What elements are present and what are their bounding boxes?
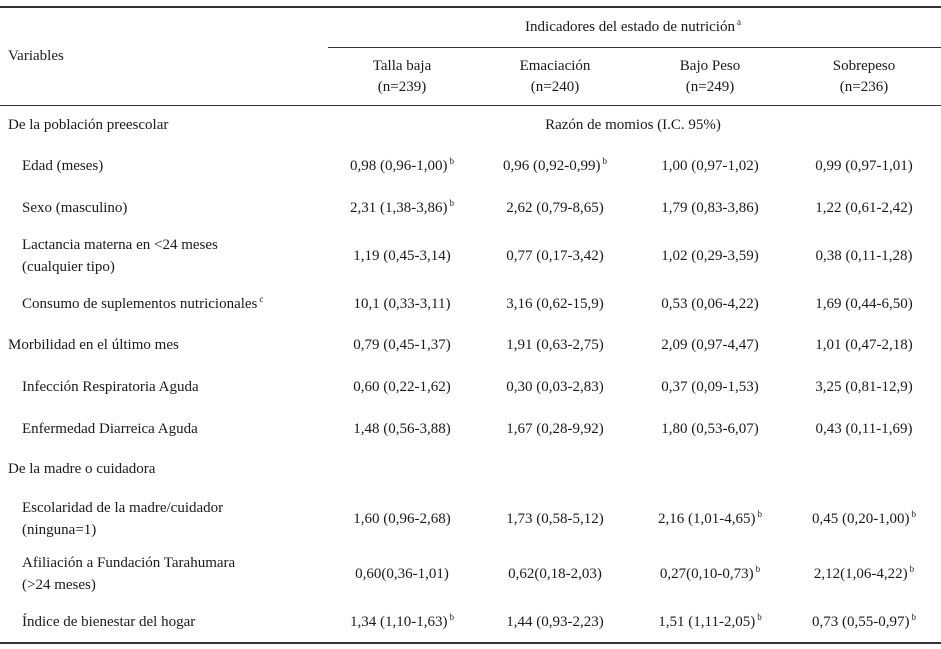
value-cell — [506, 197, 604, 219]
value-text: 2,62 (0,79-8,65) — [506, 200, 604, 216]
value-text: 0,99 (0,97-1,01) — [815, 158, 913, 174]
value-text: 1,44 (0,93-2,23) — [506, 614, 604, 630]
row-label — [8, 334, 179, 356]
row-label — [22, 611, 195, 633]
section-label-preescolar: De la población preescolar — [8, 117, 169, 133]
value-text: 0,79 (0,45-1,37) — [353, 337, 451, 353]
value-cell — [816, 418, 913, 440]
value-cell — [660, 563, 760, 585]
value-text: 0,96 (0,92-0,99) — [503, 158, 601, 174]
value-cell — [815, 293, 913, 315]
value-cell — [353, 245, 451, 267]
value-text: 0,53 (0,06-4,22) — [661, 296, 759, 312]
significance-sup: b — [449, 198, 454, 208]
value-cell — [815, 155, 913, 177]
value-cell — [355, 563, 449, 585]
value-cell — [661, 155, 759, 177]
value-text: 2,16 (1,01-4,65) — [658, 511, 756, 527]
value-text: 0,37 (0,09-1,53) — [661, 379, 759, 395]
row-label-text: Consumo de suplementos nutricionales — [22, 296, 258, 312]
value-text: 1,69 (0,44-6,50) — [815, 296, 913, 312]
row-label-line2: (ninguna=1) — [22, 522, 97, 538]
row-label-text: Índice de bienestar del hogar — [22, 614, 196, 630]
value-text: 1,34 (1,10-1,63) — [350, 614, 448, 630]
row-label-line1: Afiliación a Fundación Tarahumara — [22, 555, 236, 571]
row-label-line2: (cualquier tipo) — [22, 259, 115, 275]
header-group-title — [525, 16, 741, 38]
value-text: 0,27(0,10-0,73) — [659, 566, 754, 582]
value-text: 0,77 (0,17-3,42) — [506, 248, 604, 264]
value-text: 0,62(0,18-2,03) — [508, 566, 602, 582]
row-label-text: Enfermedad Diarreica Aguda — [22, 421, 198, 437]
value-text: 3,16 (0,62-15,9) — [506, 296, 604, 312]
column-header-n: (n=236) — [839, 79, 889, 95]
value-text: 1,79 (0,83-3,86) — [661, 200, 759, 216]
significance-sup: b — [449, 612, 454, 622]
value-cell — [506, 376, 604, 398]
value-cell — [661, 334, 759, 356]
value-cell — [816, 245, 913, 267]
row-label-line2: (>24 meses) — [22, 577, 96, 593]
value-text: 0,30 (0,03-2,83) — [506, 379, 604, 395]
value-cell — [353, 418, 451, 440]
row-label-text: Sexo (masculino) — [22, 200, 128, 216]
value-text: 0,60 (0,22-1,62) — [353, 379, 451, 395]
row-label-text: Morbilidad en el último mes — [8, 337, 179, 353]
significance-sup: b — [602, 156, 607, 166]
value-cell — [508, 563, 602, 585]
row-label — [22, 418, 198, 440]
group-rule — [328, 47, 941, 48]
value-text: 1,67 (0,28-9,92) — [506, 421, 604, 437]
value-cell — [661, 376, 759, 398]
section-note-odds-ratio: Razón de momios (I.C. 95%) — [545, 117, 721, 133]
value-cell — [812, 508, 916, 530]
column-header-name: Sobrepeso — [832, 58, 896, 74]
value-text: 0,43 (0,11-1,69) — [815, 421, 913, 437]
header-bottom-rule — [0, 105, 941, 106]
value-cell — [506, 245, 604, 267]
value-cell — [503, 155, 607, 177]
row-label — [22, 376, 199, 398]
value-text: 1,91 (0,63-2,75) — [506, 337, 604, 353]
value-cell — [350, 197, 454, 219]
column-header-name: Bajo Peso — [679, 58, 741, 74]
value-cell — [353, 508, 451, 530]
value-cell — [658, 611, 761, 633]
value-cell — [506, 418, 604, 440]
value-cell — [815, 376, 913, 398]
value-cell — [350, 155, 454, 177]
bottom-rule — [0, 642, 941, 644]
value-cell — [353, 376, 451, 398]
value-text: 1,02 (0,29-3,59) — [661, 248, 759, 264]
header-variables: Variables — [8, 48, 64, 64]
significance-sup: b — [757, 612, 762, 622]
value-cell — [506, 508, 604, 530]
value-text: 1,22 (0,61-2,42) — [815, 200, 913, 216]
value-text: 0,73 (0,55-0,97) — [812, 614, 910, 630]
column-header-n: (n=239) — [377, 79, 427, 95]
value-text: 0,60(0,36-1,01) — [355, 566, 449, 582]
row-label — [22, 197, 127, 219]
value-cell — [658, 508, 762, 530]
value-cell — [354, 293, 451, 315]
value-text: 1,60 (0,96-2,68) — [353, 511, 451, 527]
value-text: 1,73 (0,58-5,12) — [506, 511, 604, 527]
value-cell — [506, 293, 604, 315]
value-cell — [353, 334, 451, 356]
row-label-text: Edad (meses) — [22, 158, 104, 174]
value-cell — [506, 611, 604, 633]
value-cell — [815, 197, 913, 219]
value-cell — [814, 563, 914, 585]
value-cell — [812, 611, 916, 633]
significance-sup: b — [911, 612, 916, 622]
value-text: 1,80 (0,53-6,07) — [661, 421, 759, 437]
significance-sup: b — [911, 509, 916, 519]
row-label — [22, 155, 103, 177]
value-text: 1,00 (0,97-1,02) — [661, 158, 759, 174]
column-header-n: (n=240) — [530, 79, 580, 95]
significance-sup: b — [755, 564, 761, 574]
row-label-line1: Lactancia materna en <24 meses — [22, 237, 218, 253]
value-cell — [661, 245, 759, 267]
value-text: 1,51 (1,11-2,05) — [658, 614, 756, 630]
significance-sup: b — [909, 564, 915, 574]
value-text: 1,01 (0,47-2,18) — [815, 337, 913, 353]
section-label-madre: De la madre o cuidadora — [8, 461, 156, 477]
group-title-text: Indicadores del estado de nutrición — [525, 19, 735, 35]
value-cell — [506, 334, 604, 356]
column-header-n: (n=249) — [685, 79, 735, 95]
value-text: 3,25 (0,81-12,9) — [815, 379, 913, 395]
value-cell — [350, 611, 454, 633]
row-label-sup: c — [259, 294, 264, 304]
row-label-line1: Escolaridad de la madre/cuidador — [22, 500, 224, 516]
value-text: 10,1 (0,33-3,11) — [353, 296, 451, 312]
top-rule — [0, 6, 941, 8]
value-text: 1,48 (0,56-3,88) — [353, 421, 451, 437]
column-header-name: Emaciación — [519, 58, 591, 74]
row-label — [22, 293, 263, 315]
column-header-name: Talla baja — [372, 58, 432, 74]
significance-sup: b — [449, 156, 454, 166]
value-text: 0,98 (0,96-1,00) — [350, 158, 448, 174]
value-cell — [661, 293, 759, 315]
group-title-sup: a — [736, 17, 741, 27]
value-text: 0,45 (0,20-1,00) — [812, 511, 910, 527]
significance-sup: b — [757, 509, 762, 519]
value-text: 2,09 (0,97-4,47) — [661, 337, 759, 353]
value-text: 1,19 (0,45-3,14) — [353, 248, 451, 264]
value-cell — [815, 334, 913, 356]
value-cell — [661, 418, 759, 440]
value-text: 0,38 (0,11-1,28) — [815, 248, 913, 264]
value-cell — [661, 197, 759, 219]
value-text: 2,31 (1,38-3,86) — [350, 200, 448, 216]
value-text: 2,12(1,06-4,22) — [813, 566, 908, 582]
row-label-text: Infección Respiratoria Aguda — [22, 379, 199, 395]
